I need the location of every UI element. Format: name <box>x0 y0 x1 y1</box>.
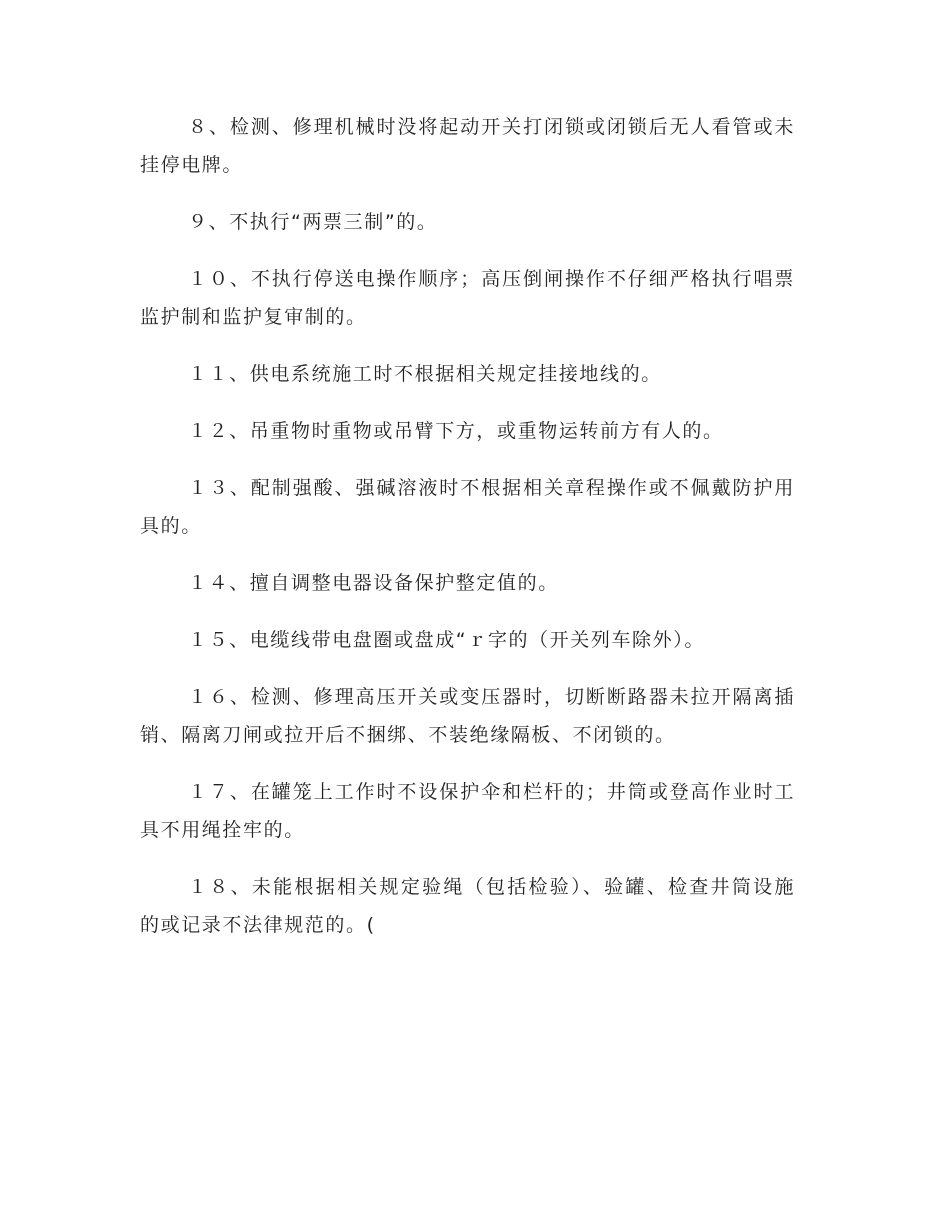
paragraph-item-14: １４、擅自调整电器设备保护整定值的。 <box>188 572 559 594</box>
paragraph-item-17: １７、在罐笼上工作时不设保护伞和栏杆的；井筒或登高作业时工具不用绳拴牢的。 <box>140 781 795 841</box>
paragraph-item-11: １１、供电系统施工时不根据相关规定挂接地线的。 <box>188 363 662 385</box>
document-body <box>140 108 795 963</box>
paragraph-item-9: ９、不执行“两票三制”的。 <box>188 211 438 233</box>
paragraph-item-18: １８、未能根据相关规定验绳（包括检验）、验罐、检查井筒设施的或记录不法律规范的。( <box>140 876 795 936</box>
paragraph-item-16: １６、检测、修理高压开关或变压器时，切断断路器未拉开隔离插销、隔离刀闸或拉开后不捆绑、不装绝缘隔板、不闭锁的。 <box>140 686 795 746</box>
paragraph-item-12: １２、吊重物时重物或吊臂下方，或重物运转前方有人的。 <box>188 420 724 442</box>
paragraph-item-10: １０、不执行停送电操作顺序；高压倒闸操作不仔细严格执行唱票监护制和监护复审制的。 <box>140 268 795 328</box>
paragraph-item-13: １３、配制强酸、强碱溶液时不根据相关章程操作或不佩戴防护用具的。 <box>140 477 795 537</box>
paragraph-item-8: ８、检测、修理机械时没将起动开关打闭锁或闭锁后无人看管或未挂停电牌。 <box>140 116 795 176</box>
paragraph-item-15: １５、电缆线带电盘圈或盘成“ｒ字的（开关列车除外）。 <box>188 629 705 651</box>
